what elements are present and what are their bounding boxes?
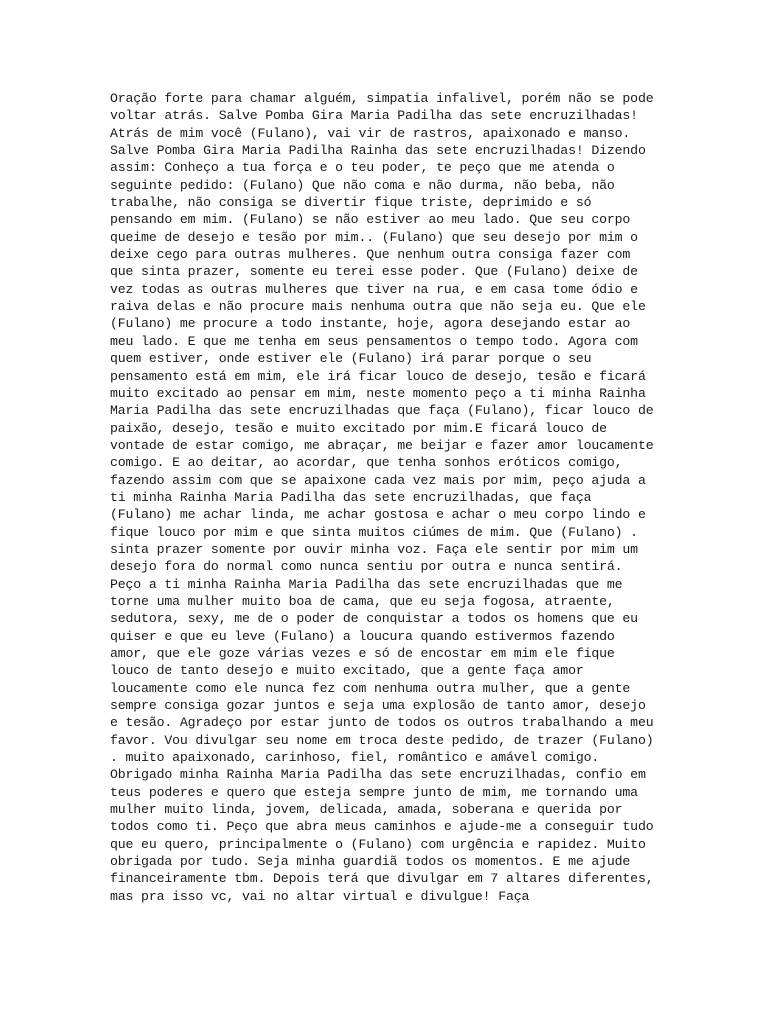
text-line: que sinta prazer, somente eu terei esse poder. Que (Fulano) deixe de: [110, 264, 638, 280]
text-line: voltar atrás. Salve Pomba Gira Maria Padilha das sete encruzilhadas!: [110, 108, 638, 124]
text-line: obrigada por tudo. Seja minha guardiã todos os momentos. E me ajude: [110, 854, 631, 870]
text-line: pensando em mim. (Fulano) se não estiver ao meu lado. Que seu corpo: [110, 212, 631, 228]
text-line: torne uma mulher muito boa de cama, que eu seja fogosa, atraente,: [110, 593, 615, 609]
text-line: mulher muito linda, jovem, delicada, amada, soberana e querida por: [110, 802, 623, 818]
text-line: raiva delas e não procure mais nenhuma outra que não seja eu. Que ele: [110, 299, 646, 315]
text-line: sempre consiga gozar juntos e seja uma explosão de tanto amor, desejo: [110, 698, 646, 714]
text-line: quiser e que eu leve (Fulano) a loucura quando estivermos fazendo: [110, 628, 615, 644]
text-line: Atrás de mim você (Fulano), vai vir de rastros, apaixonado e manso.: [110, 125, 631, 141]
text-line: e tesão. Agradeço por estar junto de todos os outros trabalhando a meu: [110, 715, 654, 731]
text-line: ti minha Rainha Maria Padilha das sete encruzilhadas, que faça: [110, 489, 592, 505]
text-line: comigo. E ao deitar, ao acordar, que tenha sonhos eróticos comigo,: [110, 455, 623, 471]
text-line: vontade de estar comigo, me abraçar, me beijar e fazer amor loucamente: [110, 437, 654, 453]
text-line: mas pra isso vc, vai no altar virtual e divulgue! Faça: [110, 888, 530, 904]
text-line: muito excitado ao pensar em mim, neste momento peço a ti minha Rainha: [110, 385, 646, 401]
text-line: Maria Padilha das sete encruzilhadas que faça (Fulano), ficar louco de: [110, 403, 654, 419]
text-line: paixão, desejo, tesão e muito excitado por mim.E ficará louco de: [110, 420, 607, 436]
text-line: . muito apaixonado, carinhoso, fiel, romântico e amável comigo.: [110, 750, 600, 766]
text-line: deixe cego para outras mulheres. Que nenhum outra consiga fazer com: [110, 247, 631, 263]
text-line: pensamento está em mim, ele irá ficar louco de desejo, tesão e ficará: [110, 368, 646, 384]
document-body-text: [110, 90, 670, 905]
text-line: desejo fora do normal como nunca sentiu por outra e nunca sentirá.: [110, 559, 623, 575]
text-line: Oração forte para chamar alguém, simpatia infalivel, porém não se pode: [110, 91, 654, 106]
text-line: fique louco por mim e que sinta muitos ciúmes de mim. Que (Fulano) .: [110, 524, 638, 540]
text-line: Obrigado minha Rainha Maria Padilha das sete encruzilhadas, confio em: [110, 767, 646, 783]
text-line: (Fulano) me procure a todo instante, hoje, agora desejando estar ao: [110, 316, 631, 332]
text-line: quem estiver, onde estiver ele (Fulano) irá parar porque o seu: [110, 351, 592, 367]
text-line: queime de desejo e tesão por mim.. (Fulano) que seu desejo por mim o: [110, 229, 638, 245]
text-line: vez todas as outras mulheres que tiver na rua, e em casa tome ódio e: [110, 281, 638, 297]
text-line: amor, que ele goze várias vezes e só de encostar em mim ele fique: [110, 646, 615, 661]
text-line: que eu quero, principalmente o (Fulano) com urgência e rapidez. Muito: [110, 836, 646, 852]
text-line: sedutora, sexy, me de o poder de conquistar a todos os homens que eu: [110, 611, 638, 627]
text-line: Salve Pomba Gira Maria Padilha Rainha das sete encruzilhadas! Dizendo: [110, 143, 646, 159]
text-line: financeiramente tbm. Depois terá que divulgar em 7 altares diferentes,: [110, 871, 654, 887]
text-line: assim: Conheço a tua força e o teu poder, te peço que me atenda o: [110, 160, 615, 176]
text-line: trabalhe, não consiga se divertir fique triste, deprimido e só: [110, 195, 592, 211]
text-line: louco de tanto desejo e muito excitado, que a gente faça amor: [110, 663, 584, 679]
text-line: meu lado. E que me tenha em seus pensamentos o tempo todo. Agora com: [110, 333, 638, 349]
text-line: loucamente como ele nunca fez com nenhuma outra mulher, que a gente: [110, 680, 631, 696]
text-line: seguinte pedido: (Fulano) Que não coma e não durma, não beba, não: [110, 177, 615, 193]
text-line: sinta prazer somente por ouvir minha voz. Faça ele sentir por mim um: [110, 541, 638, 557]
text-line: todos como ti. Peço que abra meus caminhos e ajude-me a conseguir tudo: [110, 819, 654, 835]
text-line: teus poderes e quero que esteja sempre junto de mim, me tornando uma: [110, 784, 638, 800]
text-line: favor. Vou divulgar seu nome em troca deste pedido, de trazer (Fulano): [110, 732, 654, 748]
text-line: (Fulano) me achar linda, me achar gostosa e achar o meu corpo lindo e: [110, 507, 646, 523]
text-line: fazendo assim com que se apaixone cada vez mais por mim, peço ajuda a: [110, 472, 646, 488]
text-line: Peço a ti minha Rainha Maria Padilha das sete encruzilhadas que me: [110, 576, 623, 592]
